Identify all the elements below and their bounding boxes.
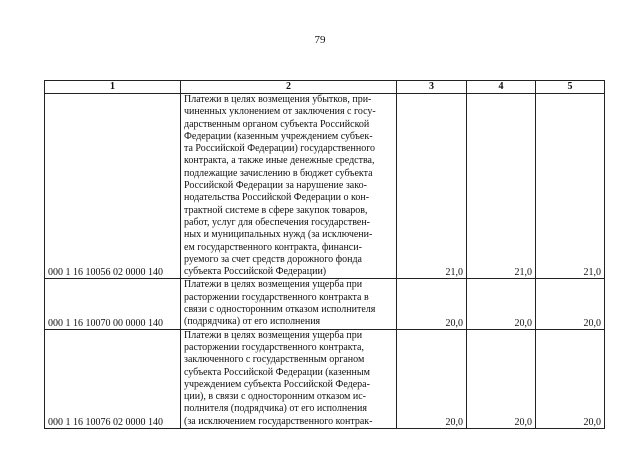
table-row [45, 329, 605, 428]
budget-code: 000 1 16 10070 00 0000 140 [45, 279, 181, 329]
description-line: подлежащие зачислению в бюджет субъекта [184, 167, 373, 179]
budget-code: 000 1 16 10076 02 0000 140 [45, 329, 181, 428]
description-line: работ, услуг для обеспечения государствен- [184, 216, 371, 228]
description-line: Платежи в целях возмещения убытков, при- [184, 94, 372, 105]
amount-v3: 20,0 [397, 329, 467, 428]
description-line: дарственным органом субъекта Российской [184, 118, 370, 130]
description-line: связи с односторонним отказом исполнителя [184, 304, 376, 316]
description-line: ем государственного контракта, финанси- [184, 241, 362, 253]
description-line: руемого за счет средств дорожного фонда [184, 253, 362, 265]
description-line: ных и муниципальных нужд (за исключени- [184, 229, 373, 241]
amount-v3: 20,0 [397, 279, 467, 329]
description-line: Платежи в целях возмещения ущерба при [184, 329, 363, 341]
description-line: заключенного с государственным органом [184, 354, 365, 366]
description-line: трактной системе в сфере закупок товаров, [184, 204, 368, 216]
table-row [45, 94, 605, 279]
description-line: ции), в связи с односторонним отказом ис- [184, 391, 366, 403]
description-line: учреждением субъекта Российской Федера- [184, 378, 370, 390]
description-line: контракта, а также иные денежные средства, [184, 155, 375, 167]
description-line: Федерации (казенным учреждением субъек- [184, 130, 373, 142]
page-number: 79 [314, 34, 326, 46]
budget-code: 000 1 16 10056 02 0000 140 [45, 94, 181, 279]
description-line: расторжении государственного контракта, [184, 341, 364, 353]
amount-v5: 20,0 [536, 329, 605, 428]
income-description [181, 329, 397, 428]
budget-table [44, 80, 605, 429]
amount-v5: 21,0 [536, 94, 605, 279]
column-header-2: 2 [181, 81, 397, 94]
header-row [45, 81, 605, 94]
description-line: расторжении государственного контракта в [184, 291, 369, 303]
income-description [181, 94, 397, 279]
description-line: полнителя (подрядчика) от его исполнения [184, 403, 367, 415]
description-line: чиненных уклонением от заключения с госу- [184, 106, 376, 118]
description-line: субъекта Российской Федерации) [184, 266, 327, 278]
description-line: Российской Федерации за нарушение зако- [184, 180, 367, 192]
description-line: (за исключением государственного контрак- [184, 415, 373, 427]
column-header-1: 1 [45, 81, 181, 94]
description-line: Платежи в целях возмещения ущерба при [184, 279, 363, 291]
description-line: (подрядчика) от его исполнения [184, 316, 321, 328]
description-line: нодательства Российской Федерации о кон- [184, 192, 370, 204]
amount-v4: 20,0 [467, 329, 536, 428]
column-header-4: 4 [467, 81, 536, 94]
amount-v4: 20,0 [467, 279, 536, 329]
column-header-5: 5 [536, 81, 605, 94]
description-line: субъекта Российской Федерации (казенным [184, 366, 370, 378]
description-line: та Российской Федерации) государственного [184, 143, 376, 155]
amount-v5: 20,0 [536, 279, 605, 329]
amount-v4: 21,0 [467, 94, 536, 279]
table-row [45, 279, 605, 329]
amount-v3: 21,0 [397, 94, 467, 279]
income-description [181, 279, 397, 329]
column-header-3: 3 [397, 81, 467, 94]
